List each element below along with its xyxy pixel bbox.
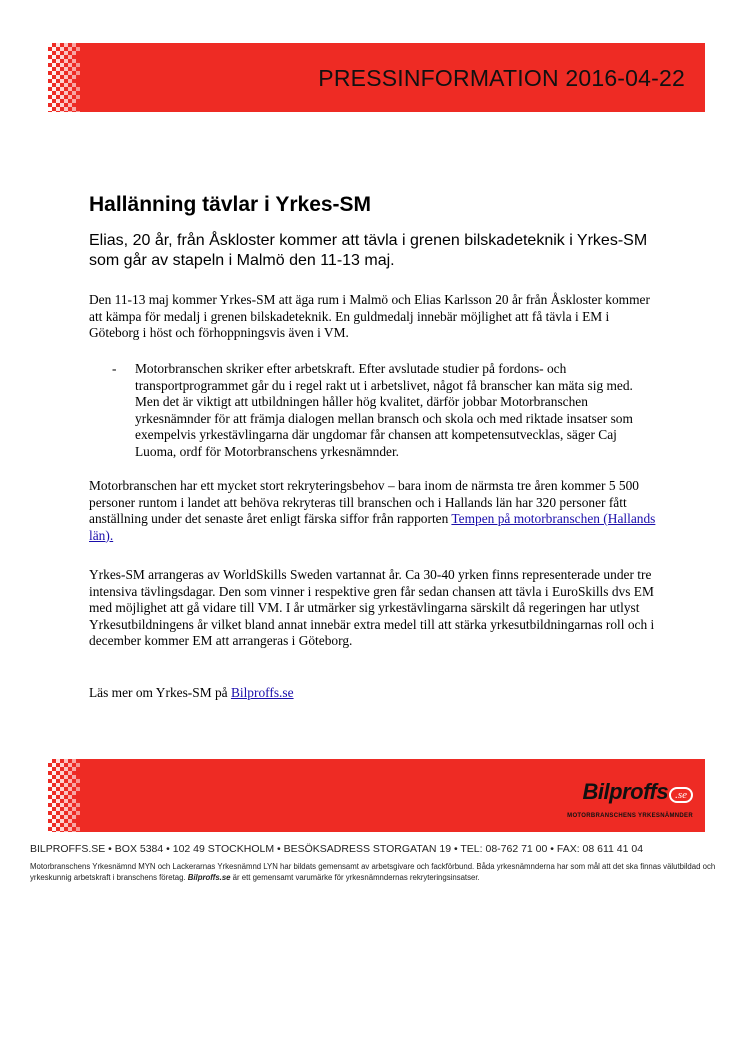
header-band [48, 43, 705, 112]
logo-tagline: MOTORBRANSCHENS YRKESNÄMNDER [567, 813, 693, 819]
paragraph-2-text: Motorbranschen har ett mycket stort rekryteringsbehov – bara inom de närmsta tre åren kommer 5 500 personer runtom i landet att behöva rekryteras till branschen och i Hallands län har 320 personer fått anställning under det senaste året enligt färska siffor från rapporten [89, 478, 639, 526]
logo-word: Bilproffs [582, 779, 669, 804]
paragraph-3: Yrkes-SM arrangeras av WorldSkills Sweden vartannat år. Ca 30-40 yrken finns representerade under tre intensiva tävlingsdagar. Den som vinner i respektive gren får sedan chansen att tävla i EuroSkills dvs EM med möjlighet att gå vidare till VM. I år utmärker sig yrkestävlingarna särskilt då regeringen har utlyst Yrkesutbildningens år vilket bland annat innebär extra medel till att stärka yrkesutbildningarnas roll och i december kommer EM att arrangeras i Göteborg. [89, 567, 655, 648]
read-more [89, 685, 659, 702]
footer-note-part1: Motorbranschens Yrkesnämnd MYN och Lackerarnas Yrkesnämnd LYN har bildats gemensamt av arbetsgivare och fackförbund. Båda yrkesnämnderna har som mål att det ska finnas välutbildad och yrkeskunnig arbetskraft i branschens företag. [30, 862, 716, 882]
footer-note-brand: Bilproffs.se [187, 873, 231, 882]
bilproffs-logo [567, 779, 693, 819]
paragraph-2 [89, 478, 659, 544]
bullet-quote: Motorbranschen skriker efter arbetskraft. Efter avslutade studier på fordons- och transportprogrammet går du i regel rakt ut i arbetslivet, något få branscher kan mäta sig med. Men det är viktigt att utbildningen håller hög kvalitet, därför jobbar Motorbranschen yrkesnämnder för att främja dialogen mellan bransch och skola och med riktade insatser som exempelvis yrkestävlingarna där ungdomar får chansen att kompetensutvecklas, säger Caj Luoma, ordf för Motorbranschens yrkesnämnder. [135, 361, 633, 459]
footer-note-part2: är ett gemensamt varumärke för yrkesnämndernas rekryteringsinsatser. [230, 873, 480, 882]
footer-band [48, 759, 705, 832]
article-title: Hallänning tävlar i Yrkes-SM [89, 193, 372, 216]
logo-suffix: .se [669, 787, 693, 803]
footer-note [30, 861, 730, 883]
bilproffs-link[interactable]: Bilproffs.se [230, 685, 294, 700]
report-link[interactable]: Tempen på motorbranschen (Hallands län). [89, 511, 656, 543]
article-lead: Elias, 20 år, från Åskloster kommer att tävla i grenen bilskadeteknik i Yrkes-SM som går av stapeln i Malmö den 11-13 maj. [89, 232, 648, 269]
paragraph-1: Den 11-13 maj kommer Yrkes-SM att äga rum i Malmö och Elias Karlsson 20 år från Åskloster kommer att kämpa för medalj i grenen bilskadeteknik. En guldmedalj innebär möjlighet att få tävla i EM i Göteborg i höst och förhoppningsvis även i VM. [89, 292, 650, 340]
checker-pattern-top [48, 43, 82, 112]
checker-pattern-bottom [48, 759, 82, 832]
press-title: PRESSINFORMATION 2016-04-22 [318, 65, 685, 91]
bullet-dash: - [112, 361, 117, 376]
footer-contact-line: BILPROFFS.SE • BOX 5384 • 102 49 STOCKHOLM • BESÖKSADRESS STORGATAN 19 • TEL: 08-762 71 00 • FAX: 08 611 41 04 [30, 843, 644, 855]
read-more-text: Läs mer om Yrkes-SM på [89, 685, 231, 700]
